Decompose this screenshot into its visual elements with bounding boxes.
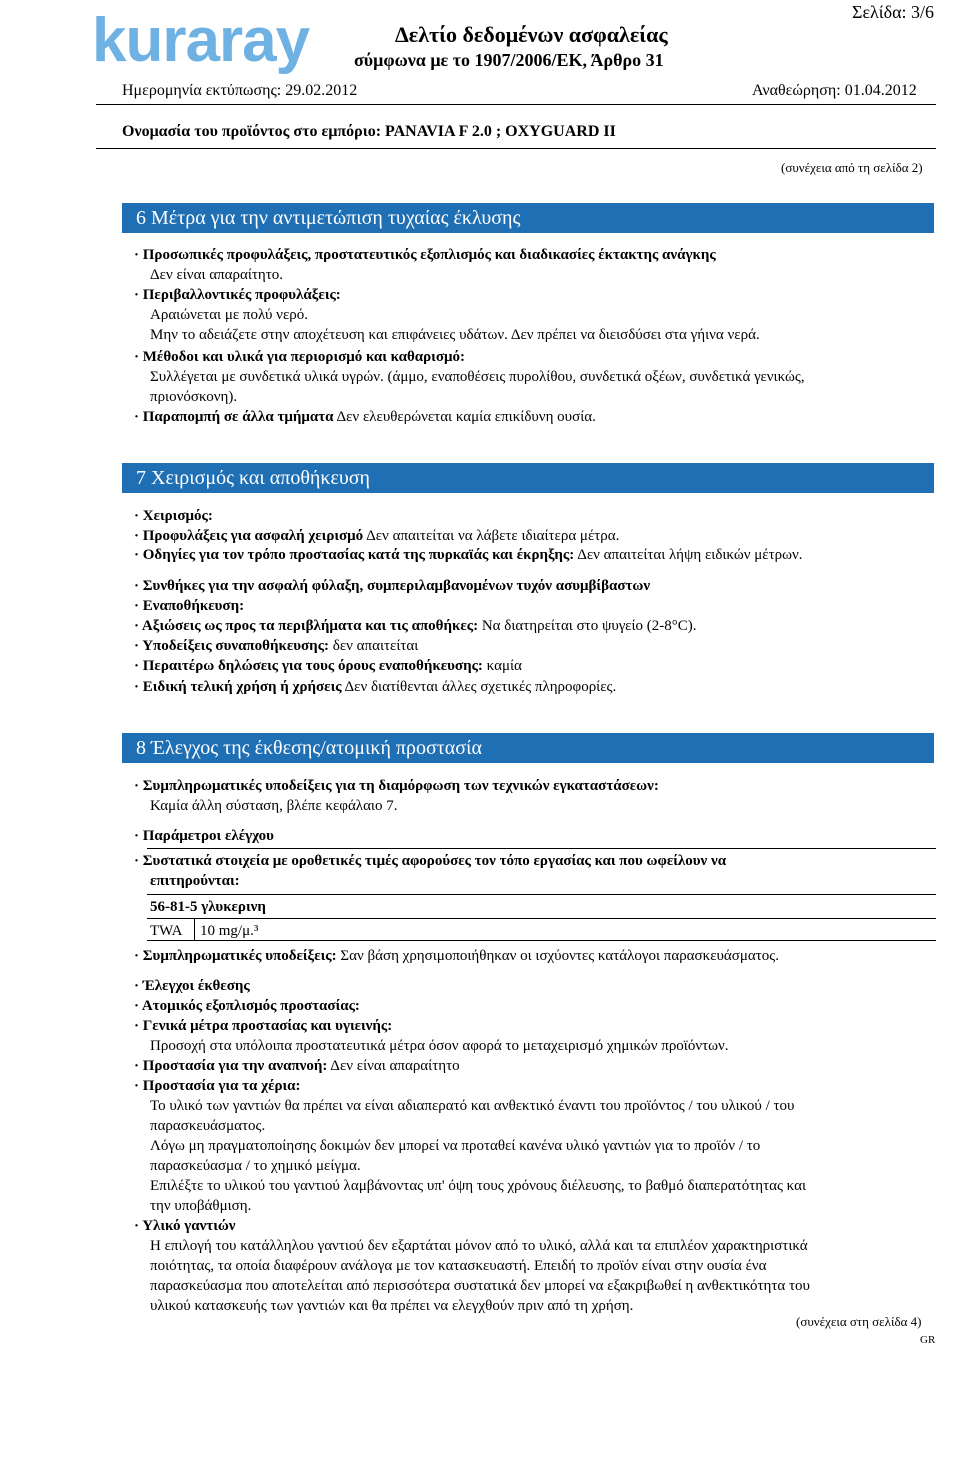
s6-line-1: · Προσωπικές προφυλάξεις, προστατευτικός εξοπλισμός και διαδικασίες έκτακτης ανάγκης (134, 247, 716, 263)
document-title: Δελτίο δεδομένων ασφαλείας (395, 22, 668, 47)
s6-line-5: Μην το αδειάζετε στην αποχέτευση και επιφάνειες υδάτων. Δεν πρέπει να διεισδύσει στα γήινα νερά. (150, 327, 760, 343)
s8-line-16: παρασκεύασμα / το χημικό μείγμα. (150, 1158, 361, 1174)
s6-line-2: Δεν είναι απαραίτητο. (150, 267, 284, 283)
s7-line-3: · Οδηγίες για τον τρόπο προστασίας κατά της πυρκαϊάς και έκρηξης: Δεν απαιτείται λήψη ειδικών μέτρων. (134, 547, 803, 563)
s8-line-11: · Προστασία για την αναπνοή: Δεν είναι απαραίτητο (134, 1058, 460, 1074)
s7-line-5: · Εναποθήκευση: (134, 598, 245, 614)
s8-line-13: Το υλικό των γαντιών θα πρέπει να είναι αδιαπερατό και ανθεκτικό έναντι του προϊόντος / του υλικού / του (150, 1098, 795, 1114)
s6-line-3: · Περιβαλλοντικές προφυλάξεις: (134, 287, 341, 303)
table-rule-2 (147, 894, 936, 895)
section-7-heading: 7 Χειρισμός και αποθήκευση (122, 463, 934, 493)
s7-line-8: · Περαιτέρω δηλώσεις για τους όρους εναποθήκευσης: καμία (134, 658, 522, 674)
s8-line-7: · Έλεγχοι έκθεσης (134, 978, 250, 994)
section-8-heading: 8 Έλεγχος της έκθεσης/ατομική προστασία (122, 733, 934, 763)
document-subtitle: σύμφωνα με το 1907/2006/ΕΚ, Άρθρο 31 (354, 50, 664, 70)
s8-line-21: ποιότητας, τα οποία διαφέρουν ανάλογα με τον κατασκευαστή. Επειδή το προϊόν είναι στην ουσία ένα (150, 1258, 767, 1274)
s7-line-7: · Υποδείξεις συναποθήκευσης: δεν απαιτείται (134, 638, 419, 654)
s8-line-6: · Συμπληρωματικές υποδείξεις: Σαν βάση χρησιμοποιήθηκαν οι ισχύοντες κατάλογοι παρασκευάσματος. (134, 948, 779, 964)
s8-line-1: · Συμπληρωματικές υποδείξεις για τη διαμόρφωση των τεχνικών εγκαταστάσεων: (134, 778, 659, 794)
section-6-heading: 6 Μέτρα για την αντιμετώπιση τυχαίας έκλυσης (122, 203, 934, 233)
continued-to: (συνέχεια στη σελίδα 4) (796, 1314, 922, 1329)
s8-line-14: παρασκευάσματος. (150, 1118, 266, 1134)
s8-line-17: Επιλέξτε το υλικού του γαντιού λαμβάνοντας υπ' όψη τους χρόνους διέλευσης, το βαθμό διαπερατότητας και (150, 1178, 806, 1194)
table-col-divider (194, 918, 195, 940)
s8-line-3: · Παράμετροι ελέγχου (134, 828, 274, 844)
s6-line-4: Αραιώνεται με πολύ νερό. (150, 307, 308, 323)
s7-line-1: · Χειρισμός: (134, 508, 213, 524)
continued-from: (συνέχεια από τη σελίδα 2) (781, 160, 923, 175)
s8-line-15: Λόγω μη πραγματοποίησης δοκιμών δεν μπορεί να προταθεί κανένα υλικό γαντιών για το προϊόν / το (150, 1138, 761, 1154)
product-rule (96, 148, 936, 149)
table-rule-3 (147, 918, 936, 919)
s8-line-12: · Προστασία για τα χέρια: (134, 1078, 301, 1094)
language-code: GR (920, 1334, 936, 1346)
revision-date: Αναθεώρηση: 01.04.2012 (752, 82, 917, 99)
substance-name: 56-81-5 γλυκερινη (150, 899, 266, 915)
s8-line-10: Προσοχή στα υπόλοιπα προστατευτικά μέτρα όσον αφορά το μεταχειρισμό χημικών προϊόντων. (150, 1038, 729, 1054)
s8-line-23: υλικού κατασκευής των γαντιών και θα πρέπει να ελεγχθούν πριν από τη χρήση. (150, 1298, 634, 1314)
header-rule (96, 104, 936, 105)
table-bottom-rule (147, 940, 936, 941)
kuraray-logo: kuraray (92, 6, 310, 75)
s7-line-9: · Ειδική τελική χρήση ή χρήσεις Δεν διατίθενται άλλες σχετικές πληροφορίες. (134, 679, 617, 695)
product-name: Ονομασία του προϊόντος στο εμπόριο: PANAVIA F 2.0 ; OXYGUARD II (122, 123, 616, 140)
page-number: Σελίδα: 3/6 (852, 2, 935, 22)
twa-value: 10 mg/μ.³ (200, 923, 259, 939)
s8-line-8: · Ατομικός εξοπλισμός προστασίας: (134, 998, 360, 1014)
s6-line-9: · Παραπομπή σε άλλα τμήματα Δεν ελευθερώνεται καμία επικίδυνη ουσία. (134, 409, 596, 425)
s6-line-6: · Μέθοδοι και υλικά για περιορισμό και καθαρισμό: (134, 349, 465, 365)
s7-line-6: · Αξιώσεις ως προς τα περιβλήματα και τις αποθήκες: Να διατηρείται στο ψυγείο (2-8°C). (134, 618, 697, 634)
s8-line-22: παρασκεύασμα που αποτελείται από περισσότερα συστατικά δεν μπορεί να εξακριβωθεί η ανθεκτικότητα του (150, 1278, 810, 1294)
s6-line-7: Συλλέγεται με συνδετικά υλικά υγρών. (άμμο, εναποθέσεις πυρολίθου, συνδετικά οξέων, συνδετικά γενικώς, (150, 369, 805, 385)
s8-line-18: την υποβάθμιση. (150, 1198, 252, 1214)
s8-line-2: Καμία άλλη σύσταση, βλέπε κεφάλαιο 7. (150, 798, 398, 814)
s7-line-2: · Προφυλάξεις για ασφαλή χειρισμό Δεν απαιτείται να λάβετε ιδιαίτερα μέτρα. (134, 528, 620, 544)
s8-line-20: Η επιλογή του κατάλληλου γαντιού δεν εξαρτάται μόνον από το υλικό, αλλά και τα επιπλέον χαρακτηριστικά (150, 1238, 808, 1254)
s8-line-4: · Συστατικά στοιχεία με οροθετικές τιμές αφορούσες τον τόπο εργασίας και που ωφείλουν να (134, 853, 727, 869)
s7-line-4: · Συνθήκες για την ασφαλή φύλαξη, συμπεριλαμβανομένων τυχόν ασυμβίβαστων (134, 578, 651, 594)
s8-line-9: · Γενικά μέτρα προστασίας και υγιεινής: (134, 1018, 393, 1034)
s6-line-8: πριονόσκονη). (150, 389, 238, 405)
s8-line-5: επιτηρούνται: (150, 873, 240, 889)
table-top-rule (147, 848, 936, 849)
s8-line-19: · Υλικό γαντιών (134, 1218, 236, 1234)
print-date: Ημερομηνία εκτύπωσης: 29.02.2012 (122, 82, 358, 99)
twa-label: TWA (150, 923, 183, 939)
